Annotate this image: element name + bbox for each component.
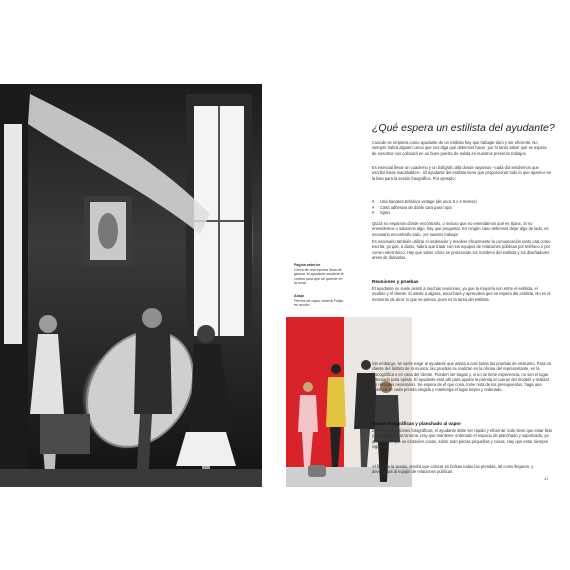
paragraph-intro: Cuando se empieza como ayudante de un estilista hay que trabajar duro y ser eficiente. No siempre habrá alguien cerca que nos diga qué debemos hacer, por lo tanto saber qué se espera de nosotros nos colocará en un buen puesto de salida en nuestros primeros trabajos. [372, 140, 547, 156]
caption-title: Abajo [294, 294, 304, 298]
subheading-ironing: Tomas fotográficas y planchado al vapor [372, 421, 462, 426]
fashion-shoot-photo [0, 84, 262, 487]
bullet-marker: × [372, 210, 375, 216]
paragraph-fittings: Sin embargo, se suele exigir al ayudante que asista a casi todas las pruebas de vestuario. Para un cliente del ámbito de la música, las pruebas se realizan en la oficina del representante, en la discográfica o en casa del cliente. Pueden ser largas y, si no se tiene experiencia, no son el lugar adecuado para opinar. El ayudante está ahí para ajustar la prenda al cuerpo del modelo y realizar los retoques necesarios. Se espera de él que cosa, tome nota de los presupuestos, haga una Polaroid de cada prenda elegida y mantenga el lugar limpio y ordenado. [372, 361, 552, 393]
bullet-marker: × [372, 199, 375, 204]
page-number: 41 [544, 476, 549, 481]
list-item-text: Cinta adhesiva de doble cara para ropa [380, 204, 452, 210]
caption-previous-page [294, 263, 346, 286]
page-heading: ¿Qué espera un estilista del ayudante? [372, 122, 555, 134]
list-item-text: Sjanx [380, 210, 391, 216]
list-item-text: Una bandera británica vintage (de unos 5 x 4 metros) [380, 199, 477, 204]
subheading-meetings: Reuniones y pruebas [372, 279, 419, 284]
caption-title: Página anterior [294, 263, 321, 267]
bullet-marker: × [372, 204, 375, 210]
caption-body: Percha de vapor vertical Fridja en acción. [294, 298, 343, 308]
paragraph-ask: Quizá no sepamos dónde encontrarlo, o incluso que no entendamos qué es Sjanx. Si no entendemos o sabemos algo, hay que preguntar. En ningún caso debemos dejar algo de lado, es necesario encontrarlo todo, ¡es nuestro trabajo! [372, 221, 549, 237]
caption-below [294, 294, 346, 308]
paragraph-communication: Es necesario también utilizar el ordenador y resolver eficazmente la comunicación tanto oral como escrita, ya que, a diario, habrá que tratar con los equipos de relaciones públicas por teléfono o por correo electrónico. Hay que saber cómo se pronuncian los nombres del estilista y los diseñadores antes de llamarlos. [372, 239, 551, 260]
fitting-photo [286, 317, 412, 487]
paragraph-end-session: Al final de la sesión, tendrá que colocar en bolsas todas las prendas, tal como llegaron, y devolverlas al equipo de relaciones públicas. [372, 464, 534, 475]
fitting-photo-illustration [286, 317, 412, 487]
paragraph-meetings: El ayudante no suele asistir a muchas reuniones, ya que la mayoría son entre el estilista, el modelo y el cliente. Si asiste a alguna, escuchará y aprenderá qué se espera del estilista. No es el momento de decir lo que se piensa, pues es la tarea del estilista. [372, 286, 551, 302]
paragraph-notebook: Es esencial llevar un cuaderno y un bolígrafo allá donde vayamos –cada día tendremos que escribir listas inacabables–. El ayudante del estilista tiene que proporcionar todo lo que aparece en la lista para la sesión fotográfica. Por ejemplo: [372, 165, 552, 181]
caption-body: Cerca de una escena llena de glamur, la ayudante sostiene la cortina para que se aprecie en la toma. [294, 267, 344, 286]
list-item [372, 210, 542, 216]
paragraph-ironing: Durante las sesiones fotográficas, el ayudante debe ser rápido y eficiente; todo tiene que estar listo y planchado para la toma. Hay que mantener ordenado el espacio de planchado y vaporizado, ya que es fácil que se extravíen cosas, sobre todo piezas pequeñas y cosas. Hay que estar siempre vigilante. [372, 428, 553, 449]
photo-illustration [0, 84, 262, 487]
shopping-list [372, 199, 542, 216]
